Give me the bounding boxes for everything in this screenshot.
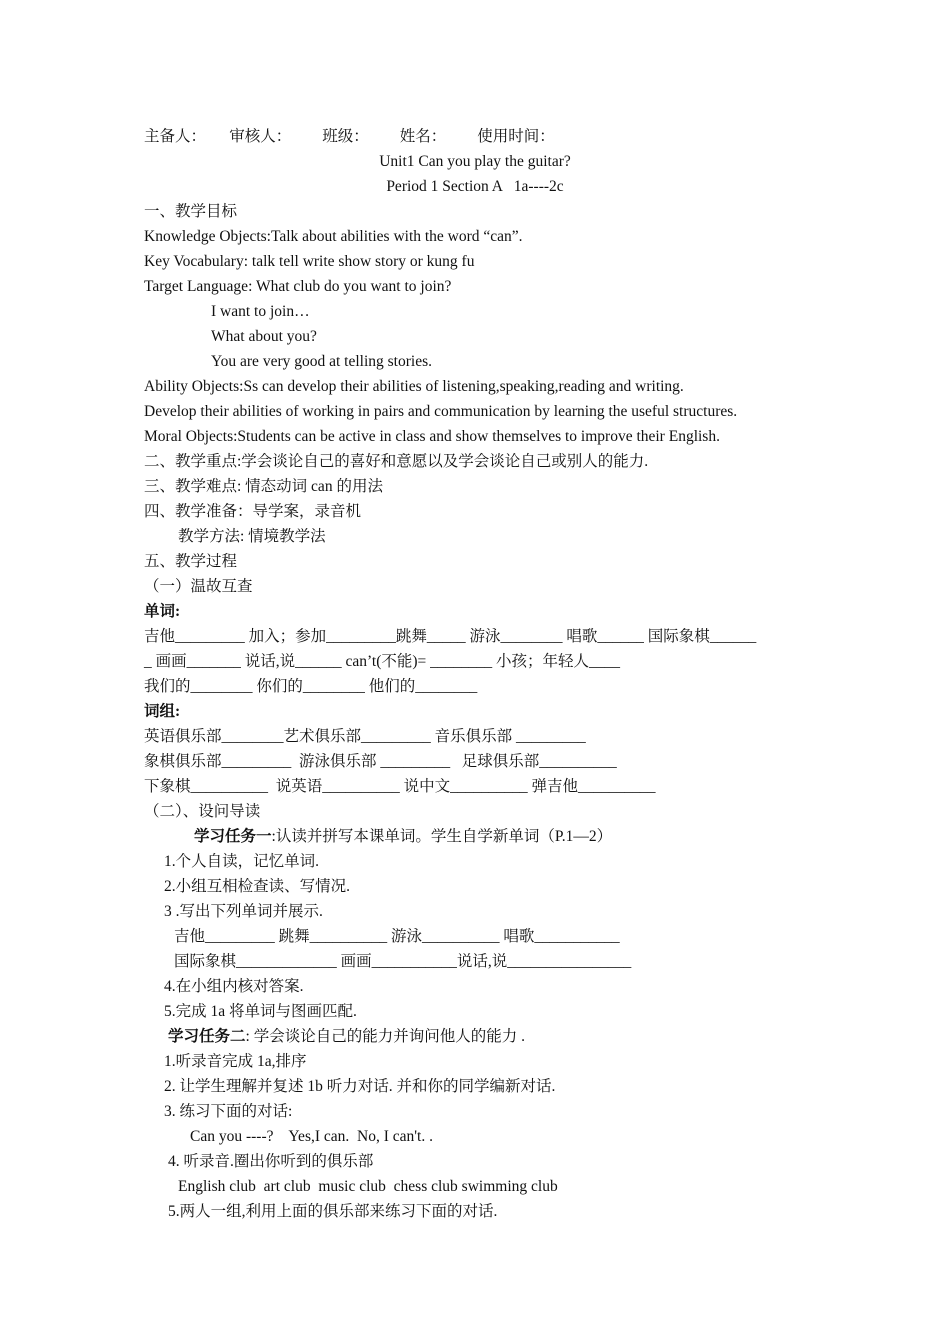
task2-step: 2. 让学生理解并复述 1b 听力对话. 并和你的同学编新对话. — [164, 1078, 556, 1095]
phrases-fill-line: 下象棋__________ 说英语__________ 说中文__________ 弹吉他__________ — [144, 778, 656, 795]
words-fill-line: _ 画画_______ 说话,说______ can’t(不能)= ________ 小孩；年轻人____ — [144, 653, 621, 670]
task1-step: 1.个人自读，记忆单词. — [164, 853, 320, 870]
guide-heading: （二）、设问导读 — [144, 803, 261, 820]
key-vocabulary: Key Vocabulary: talk tell write show story or kung fu — [144, 253, 475, 270]
teaching-focus: 二、教学重点:学会谈论自己的喜好和意愿以及学会谈论自己或别人的能力. — [144, 453, 649, 470]
teaching-process: 五、教学过程 — [144, 553, 238, 570]
review-heading: （一）温故互查 — [144, 578, 253, 595]
task2-step: 5.两人一组,利用上面的俱乐部来练习下面的对话. — [168, 1203, 498, 1220]
words-fill-line: 我们的________ 你们的________ 他们的________ — [144, 678, 478, 695]
task2-step: 3. 练习下面的对话: — [164, 1103, 293, 1120]
task2-step: 1.听录音完成 1a,排序 — [164, 1053, 307, 1070]
task1-fill-line: 国际象棋_____________ 画画___________说话,说________________ — [174, 953, 632, 970]
phrases-heading: 词组: — [144, 703, 181, 720]
phrases-fill-line: 象棋俱乐部_________ 游泳俱乐部 _________ 足球俱乐部__________ — [144, 753, 617, 770]
task1-step: 2.小组互相检查读、写情况. — [164, 878, 351, 895]
page-title: Unit1 Can you play the guitar? — [379, 153, 571, 170]
moral-objects: Moral Objects:Students can be active in class and show themselves to improve their English. — [144, 428, 720, 445]
task1-text: :认读并拼写本课单词。学生自学新单词（P.1—2） — [271, 828, 613, 845]
phrases-fill-line: 英语俱乐部________艺术俱乐部_________ 音乐俱乐部 _________ — [144, 728, 586, 745]
teaching-method: 教学方法: 情境教学法 — [178, 528, 326, 545]
knowledge-objects: Knowledge Objects:Talk about abilities with the word “can”. — [144, 228, 523, 245]
task1-step: 3 .写出下列单词并展示. — [164, 903, 323, 920]
meta-line: 主备人： 审核人： 班级： 姓名： 使用时间： — [144, 128, 555, 145]
develop-line: Develop their abilities of working in pairs and communication by learning the useful structures. — [144, 403, 738, 420]
task1-label: 学习任务一 — [194, 828, 272, 845]
page-subtitle: Period 1 Section A 1a----2c — [386, 178, 564, 195]
task1-fill-line: 吉他_________ 跳舞__________ 游泳__________ 唱歌___________ — [174, 928, 620, 945]
target-line: I want to join… — [211, 303, 310, 320]
target-line: You are very good at telling stories. — [211, 353, 432, 370]
teaching-prep: 四、教学准备：导学案，录音机 — [144, 503, 362, 520]
goals-heading: 一、教学目标 — [144, 203, 238, 220]
dialogue-line: Can you ----? Yes,I can. No, I can't. . — [190, 1128, 433, 1145]
words-heading: 单词: — [144, 603, 181, 620]
words-fill-line: 吉他_________ 加入；参加_________跳舞_____ 游泳________ 唱歌______ 国际象棋______ — [144, 628, 757, 645]
task1-line — [194, 827, 612, 847]
task2-line — [168, 1027, 525, 1047]
task2-step: 4. 听录音.圈出你听到的俱乐部 — [168, 1153, 374, 1170]
target-line: What about you? — [211, 328, 317, 345]
task1-step: 5.完成 1a 将单词与图画匹配. — [164, 1003, 357, 1020]
clubs-line: English club art club music club chess club swimming club — [178, 1178, 558, 1195]
task1-step: 4.在小组内核对答案. — [164, 978, 304, 995]
task2-label: 学习任务二 — [168, 1028, 246, 1045]
ability-objects: Ability Objects:Ss can develop their abilities of listening,speaking,reading and writing. — [144, 378, 684, 395]
task2-text: : 学会谈论自己的能力并询问他人的能力 . — [245, 1028, 525, 1045]
target-language: Target Language: What club do you want to join? — [144, 278, 452, 295]
teaching-difficulty: 三、教学难点: 情态动词 can 的用法 — [144, 478, 383, 495]
